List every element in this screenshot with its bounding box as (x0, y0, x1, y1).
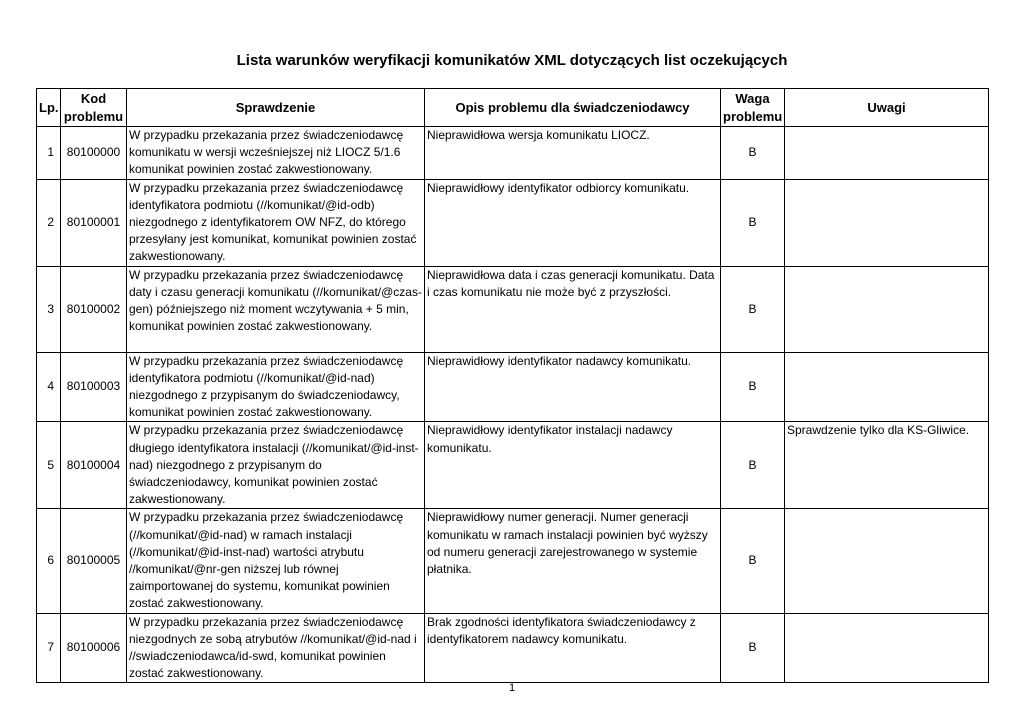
cell-kod: 80100000 (61, 127, 127, 180)
cell-opis: Nieprawidłowy numer generacji. Numer generacji komunikatu w ramach instalacji powinien być wyższy od numeru generacji zarejestrowanego w systemie płatnika. (425, 509, 721, 613)
cell-sprawdzenie: W przypadku przekazania przez świadczeniodawcę identyfikatora podmiotu (//komunikat/@id-odb) niezgodnego z identyfikatorem OW NFZ, do którego przesyłany jest komunikat, komunikat powinien zostać zakwestionowany. (127, 179, 425, 266)
cell-uwagi (785, 179, 989, 266)
cell-waga: B (721, 352, 785, 422)
header-waga: Waga problemu (721, 89, 785, 127)
table-row (37, 422, 989, 509)
cell-kod: 80100003 (61, 352, 127, 422)
table-row (37, 266, 989, 352)
header-opis: Opis problemu dla świadczeniodawcy (425, 89, 721, 127)
header-sprawdzenie: Sprawdzenie (127, 89, 425, 127)
cell-waga: B (721, 266, 785, 352)
cell-lp: 1 (37, 127, 61, 180)
document-title: Lista warunków weryfikacji komunikatów XML dotyczących list oczekujących (236, 52, 788, 69)
cell-kod: 80100005 (61, 509, 127, 613)
cell-uwagi (785, 127, 989, 180)
cell-uwagi (785, 352, 989, 422)
cell-sprawdzenie: W przypadku przekazania przez świadczeniodawcę (//komunikat/@id-nad) w ramach instalacji (//komunikat/@id-inst-nad) wartości atrybutu //komunikat/@nr-gen niższej lub równej zaimportowanej do systemu, komunikat powinien zostać zakwestionowany. (127, 509, 425, 613)
cell-lp: 2 (37, 179, 61, 266)
cell-kod: 80100001 (61, 179, 127, 266)
cell-waga: B (721, 509, 785, 613)
cell-kod: 80100002 (61, 266, 127, 352)
cell-uwagi (785, 266, 989, 352)
page-number: 1 (508, 682, 516, 694)
cell-lp: 5 (37, 422, 61, 509)
cell-lp: 6 (37, 509, 61, 613)
cell-lp: 3 (37, 266, 61, 352)
cell-sprawdzenie: W przypadku przekazania przez świadczeniodawcę identyfikatora podmiotu (//komunikat/@id-nad) niezgodnego z przypisanym do świadczeniodawcy, komunikat powinien zostać zakwestionowany. (127, 352, 425, 422)
cell-uwagi (785, 613, 989, 683)
header-lp: Lp. (37, 89, 61, 127)
cell-sprawdzenie: W przypadku przekazania przez świadczeniodawcę niezgodnych ze sobą atrybutów //komunikat/@id-nad i //swiadczeniodawca/id-swd, komunikat powinien zostać zakwestionowany. (127, 613, 425, 683)
cell-kod: 80100006 (61, 613, 127, 683)
header-kod: Kod problemu (61, 89, 127, 127)
table-row (37, 179, 989, 266)
cell-opis: Nieprawidłowa wersja komunikatu LIOCZ. (425, 127, 721, 180)
cell-waga: B (721, 127, 785, 180)
cell-uwagi: Sprawdzenie tylko dla KS-Gliwice. (785, 422, 989, 509)
cell-waga: B (721, 613, 785, 683)
cell-opis: Nieprawidłowy identyfikator nadawcy komunikatu. (425, 352, 721, 422)
cell-lp: 7 (37, 613, 61, 683)
cell-sprawdzenie: W przypadku przekazania przez świadczeniodawcę długiego identyfikatora instalacji (//komunikat/@id-inst-nad) niezgodnego z przypisanym do świadczeniodawcy, komunikat powinien zostać zakwestionowany. (127, 422, 425, 509)
cell-kod: 80100004 (61, 422, 127, 509)
table-header-row (37, 89, 989, 127)
table-row (37, 352, 989, 422)
cell-sprawdzenie: W przypadku przekazania przez świadczeniodawcę daty i czasu generacji komunikatu (//komunikat/@czas-gen) późniejszego niż moment wczytywania + 5 min, komunikat powinien zostać zakwestionowany. (127, 266, 425, 352)
table-row (37, 127, 989, 180)
table-row (37, 613, 989, 683)
cell-waga: B (721, 422, 785, 509)
cell-opis: Nieprawidłowy identyfikator odbiorcy komunikatu. (425, 179, 721, 266)
cell-lp: 4 (37, 352, 61, 422)
cell-waga: B (721, 179, 785, 266)
table-row (37, 509, 989, 613)
cell-opis: Brak zgodności identyfikatora świadczeniodawcy z identyfikatorem nadawcy komunikatu. (425, 613, 721, 683)
verification-table (36, 88, 989, 683)
cell-uwagi (785, 509, 989, 613)
header-uwagi: Uwagi (785, 89, 989, 127)
cell-opis: Nieprawidłowa data i czas generacji komunikatu. Data i czas komunikatu nie może być z przyszłości. (425, 266, 721, 352)
cell-sprawdzenie: W przypadku przekazania przez świadczeniodawcę komunikatu w wersji wcześniejszej niż LIOCZ 5/1.6 komunikat powinien zostać zakwestionowany. (127, 127, 425, 180)
cell-opis: Nieprawidłowy identyfikator instalacji nadawcy komunikatu. (425, 422, 721, 509)
